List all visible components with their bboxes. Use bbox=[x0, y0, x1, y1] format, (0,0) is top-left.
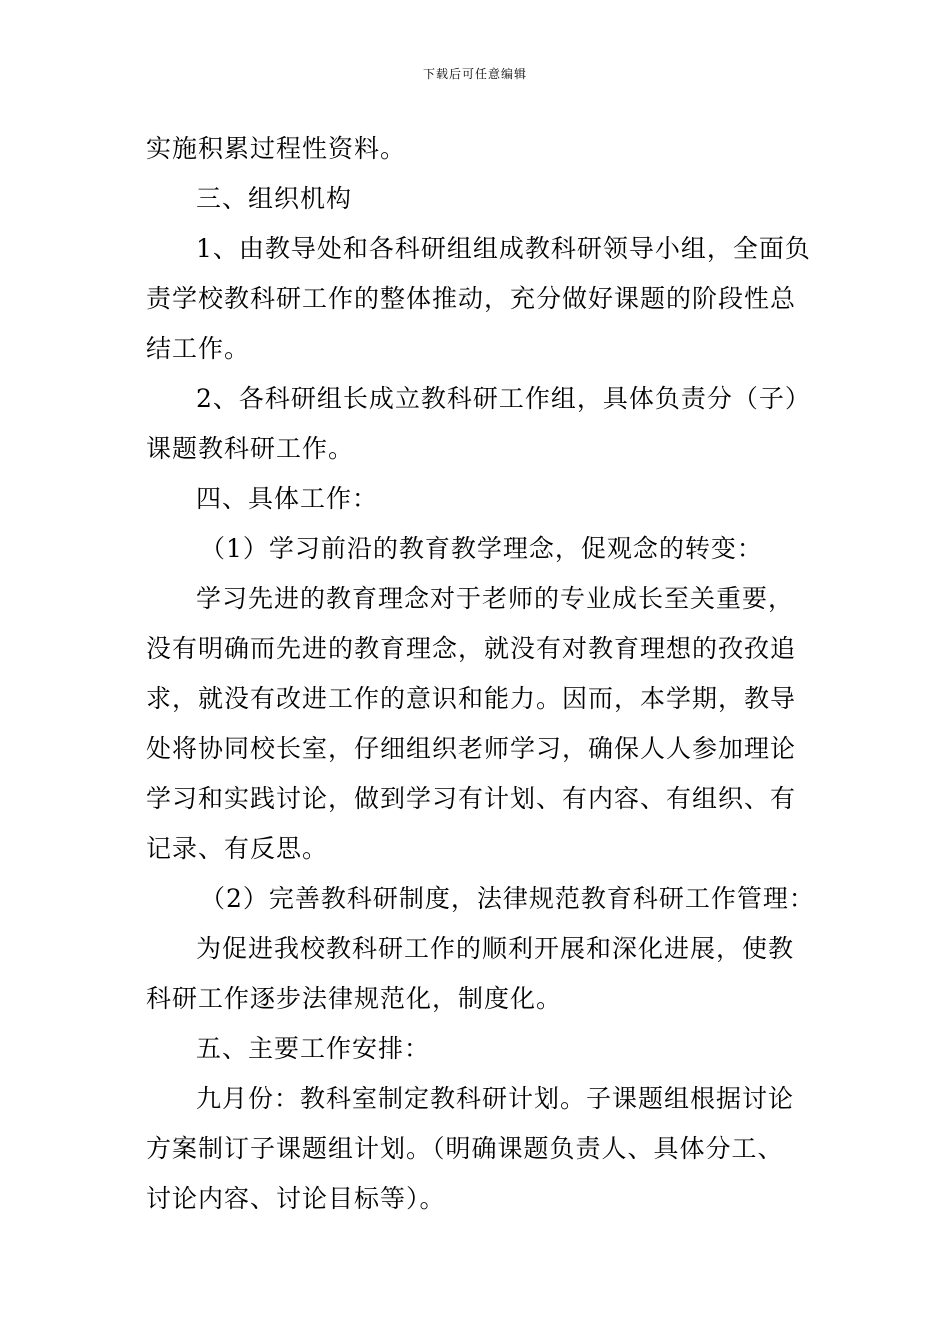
text-line: 学习和实践讨论，做到学习有计划、有内容、有组织、有 bbox=[146, 784, 797, 813]
text-line: 九月份：教科室制定教科研计划。子课题组根据讨论 bbox=[196, 1084, 795, 1113]
text-line: 学习先进的教育理念对于老师的专业成长至关重要， bbox=[196, 584, 795, 613]
text-line: （2）完善教科研制度，法律规范教育科研工作管理： bbox=[200, 884, 815, 913]
text-line: 为促进我校教科研工作的顺利开展和深化进展，使教 bbox=[196, 934, 795, 963]
text-line: 1、由教导处和各科研组组成教科研领导小组，全面负 bbox=[196, 234, 811, 263]
page-header-note: 下载后可任意编辑 bbox=[422, 67, 527, 81]
text-line: 四、具体工作： bbox=[196, 484, 379, 513]
text-line: 处将协同校长室，仔细组织老师学习，确保人人参加理论 bbox=[146, 734, 797, 763]
text-line: 三、组织机构 bbox=[196, 184, 353, 213]
text-line: 求，就没有改进工作的意识和能力。因而，本学期，教导 bbox=[146, 684, 797, 713]
text-line: 没有明确而先进的教育理念，就没有对教育理想的孜孜追 bbox=[146, 634, 797, 663]
text-line: 课题教科研工作。 bbox=[146, 434, 355, 463]
text-line: 2、各科研组长成立教科研工作组，具体负责分（子） bbox=[196, 384, 811, 413]
text-line: 方案制订子课题组计划。（明确课题负责人、具体分工、 bbox=[146, 1134, 784, 1163]
text-line: 记录、有反思。 bbox=[146, 834, 329, 863]
text-line: 讨论内容、讨论目标等）。 bbox=[146, 1184, 446, 1213]
text-line: 五、主要工作安排： bbox=[196, 1034, 431, 1063]
text-line: 结工作。 bbox=[146, 334, 251, 363]
document-body bbox=[146, 124, 815, 1224]
text-line: 科研工作逐步法律规范化，制度化。 bbox=[146, 984, 563, 1013]
text-line: 实施积累过程性资料。 bbox=[146, 134, 407, 163]
text-line: 责学校教科研工作的整体推动，充分做好课题的阶段性总 bbox=[146, 284, 797, 313]
text-line: （1）学习前沿的教育教学理念，促观念的转变： bbox=[200, 534, 763, 563]
